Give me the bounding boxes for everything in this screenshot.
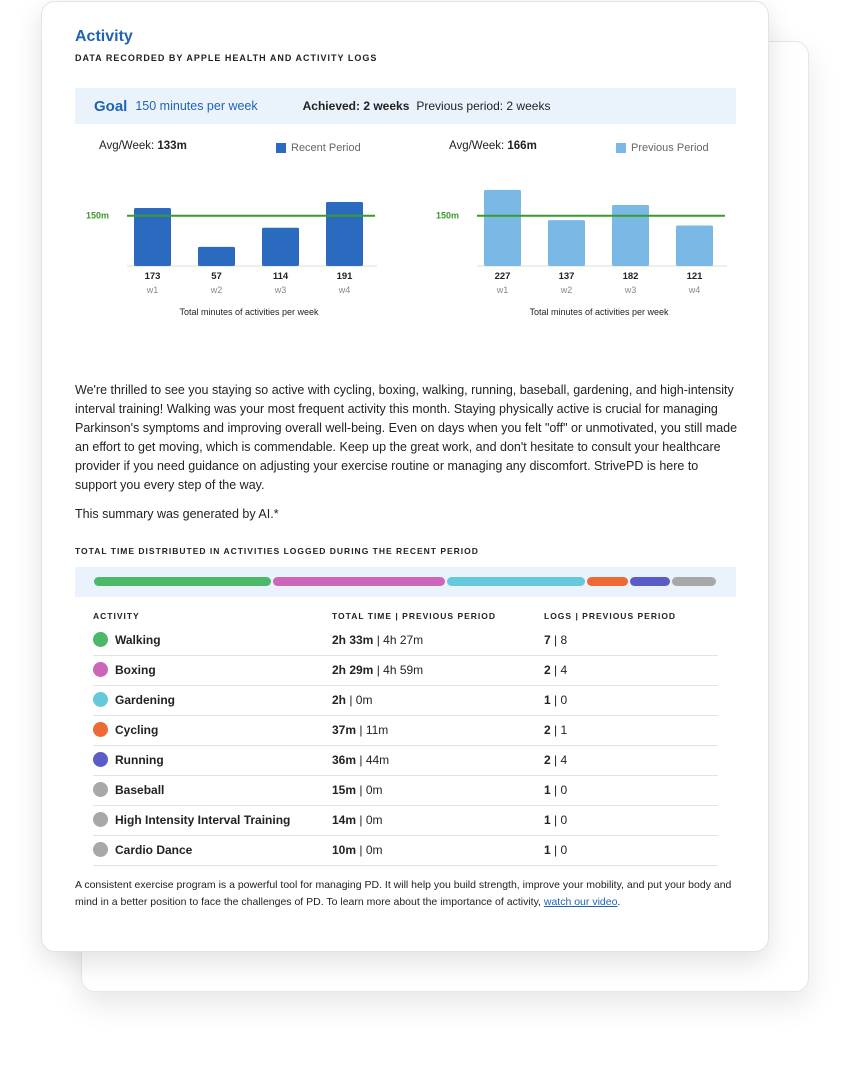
time-recent: 37m <box>332 723 357 737</box>
activity-color-dot <box>93 812 108 827</box>
table-row <box>93 655 718 686</box>
activity-name-running: Running <box>115 753 164 767</box>
logs-previous: | 4 <box>550 753 568 767</box>
previous-legend <box>616 142 709 154</box>
goal-achieved: Achieved: 2 weeks <box>302 99 410 113</box>
activity-logs <box>544 843 567 857</box>
logs-recent: 1 <box>544 693 551 707</box>
chart-bar-w2 <box>198 247 235 266</box>
chart-category-label: w4 <box>338 285 351 295</box>
logs-recent: 2 <box>544 663 551 677</box>
activity-logs <box>544 783 567 797</box>
recent-legend-label: Recent Period <box>291 142 361 154</box>
goal-bar <box>75 88 736 124</box>
footer-end: . <box>617 896 621 908</box>
section-title: Activity <box>75 28 133 45</box>
chart-x-label: Total minutes of activities per week <box>529 307 669 317</box>
activity-time <box>332 783 383 797</box>
chart-bar-w4 <box>326 202 363 266</box>
activity-time <box>332 663 423 677</box>
chart-value-label: 173 <box>144 271 161 282</box>
chart-category-label: w4 <box>688 285 701 295</box>
chart-category-label: w1 <box>496 285 509 295</box>
time-recent: 2h <box>332 693 347 707</box>
logs-previous: | 0 <box>550 783 568 797</box>
table-row <box>93 775 718 806</box>
activity-time <box>332 633 423 647</box>
activity-name-high-intensity-interval-training: High Intensity Interval Training <box>115 813 291 827</box>
time-previous: | 0m <box>356 843 383 857</box>
chart-category-label: w2 <box>560 285 573 295</box>
logs-recent: 2 <box>544 723 551 737</box>
time-previous: | 4h 27m <box>373 633 424 647</box>
activity-color-dot <box>93 842 108 857</box>
distribution-segment-running <box>630 577 670 586</box>
chart-x-label: Total minutes of activities per week <box>179 307 319 317</box>
activity-card <box>41 1 769 952</box>
activity-color-dot <box>93 782 108 797</box>
table-row <box>93 715 718 746</box>
previous-period-chart <box>432 172 732 322</box>
activity-time <box>332 723 388 737</box>
chart-value-label: 121 <box>686 271 703 282</box>
activity-time <box>332 843 383 857</box>
recent-avg-value: 133m <box>157 140 187 152</box>
chart-bar-w4 <box>676 225 713 266</box>
goal-value: 150 minutes per week <box>135 99 258 113</box>
distribution-segment-other <box>672 577 716 586</box>
time-previous: | 4h 59m <box>373 663 424 677</box>
table-row <box>93 625 718 656</box>
ai-note: This summary was generated by AI.* <box>75 507 279 521</box>
column-header-logs: LOGS | PREVIOUS PERIOD <box>544 611 677 621</box>
logs-previous: | 0 <box>550 813 568 827</box>
chart-value-label: 137 <box>558 271 575 282</box>
chart-value-label: 227 <box>494 271 511 282</box>
activity-name-walking: Walking <box>115 633 161 647</box>
chart-value-label: 191 <box>336 271 353 282</box>
activity-logs <box>544 693 567 707</box>
chart-value-label: 57 <box>211 271 222 282</box>
time-recent: 10m <box>332 843 357 857</box>
recent-period-chart <box>82 172 382 322</box>
ai-summary: We're thrilled to see you staying so active with cycling, boxing, walking, running, baseball, gardening, and high-intensity interval training! Walking was your most frequent activity this month. Staying physically active is crucial for managing Parkinson's symptoms and improving overall well-being. Even on days when you felt "off" or unmotivated, you still made an effort to get moving, which is commendable. Keep up the great work, and don't hesitate to consult your healthcare provider if you need guidance on adjusting your exercise routine or managing any discomfort. StrivePD is here to support you every step of the way. <box>75 383 738 492</box>
distribution-bar <box>75 567 736 597</box>
goal-line-label: 150m <box>86 210 110 221</box>
logs-recent: 1 <box>544 783 551 797</box>
logs-recent: 1 <box>544 813 551 827</box>
activity-time <box>332 813 383 827</box>
logs-recent: 7 <box>544 633 551 647</box>
goal-line-label: 150m <box>436 210 460 221</box>
previous-avg-label: Avg/Week: <box>449 140 505 152</box>
time-recent: 36m <box>332 753 357 767</box>
distribution-segment-walking <box>94 577 271 586</box>
distribution-segment-cycling <box>587 577 628 586</box>
chart-category-label: w2 <box>210 285 223 295</box>
activity-color-dot <box>93 722 108 737</box>
time-recent: 15m <box>332 783 357 797</box>
previous-avg <box>449 140 537 152</box>
activity-name-boxing: Boxing <box>115 663 156 677</box>
goal-label: Goal <box>94 97 128 115</box>
logs-recent: 2 <box>544 753 551 767</box>
table-row <box>93 685 718 716</box>
chart-category-label: w1 <box>146 285 159 295</box>
recent-avg <box>99 140 187 152</box>
activity-time <box>332 753 389 767</box>
time-previous: | 11m <box>356 723 389 737</box>
recent-legend <box>276 142 361 154</box>
time-previous: | 0m <box>346 693 373 707</box>
distribution-title: TOTAL TIME DISTRIBUTED IN ACTIVITIES LOGGED DURING THE RECENT PERIOD <box>75 546 479 556</box>
chart-bar-w1 <box>484 190 521 266</box>
activity-logs <box>544 723 567 737</box>
logs-previous: | 1 <box>550 723 568 737</box>
activity-name-cycling: Cycling <box>115 723 159 737</box>
activity-logs <box>544 813 567 827</box>
watch-video-link[interactable]: watch our video <box>543 896 618 908</box>
distribution-segment-gardening <box>447 577 585 586</box>
footer-note <box>75 877 745 911</box>
table-row <box>93 805 718 836</box>
column-header-total-time: TOTAL TIME | PREVIOUS PERIOD <box>332 611 497 621</box>
previous-avg-value: 166m <box>507 140 537 152</box>
distribution-track <box>94 567 718 597</box>
chart-bar-w2 <box>548 220 585 266</box>
section-subtitle: DATA RECORDED BY APPLE HEALTH AND ACTIVITY LOGS <box>75 53 378 63</box>
activity-name-baseball: Baseball <box>115 783 165 797</box>
logs-recent: 1 <box>544 843 551 857</box>
activity-color-dot <box>93 752 108 767</box>
activity-color-dot <box>93 662 108 677</box>
previous-legend-swatch <box>616 143 626 153</box>
distribution-segment-boxing <box>273 577 445 586</box>
chart-category-label: w3 <box>274 285 287 295</box>
activity-logs <box>544 633 567 647</box>
activity-color-dot <box>93 632 108 647</box>
logs-previous: | 0 <box>550 693 568 707</box>
time-previous: | 0m <box>356 783 383 797</box>
table-row <box>93 745 718 776</box>
time-recent: 14m <box>332 813 357 827</box>
activity-name-cardio-dance: Cardio Dance <box>115 843 193 857</box>
chart-bar-w3 <box>262 228 299 266</box>
time-previous: | 0m <box>356 813 383 827</box>
activity-logs <box>544 663 567 677</box>
activity-name-gardening: Gardening <box>115 693 176 707</box>
chart-bar-w3 <box>612 205 649 266</box>
chart-value-label: 114 <box>272 271 289 282</box>
activity-logs <box>544 753 567 767</box>
footer-text: A consistent exercise program is a powerful tool for managing PD. It will help you build strength, improve your mobility, and put your body and mind in a better position to face the challenges of PD. To learn more about the importance of activity, <box>75 879 732 908</box>
goal-previous: Previous period: 2 weeks <box>416 99 551 113</box>
activity-time <box>332 693 372 707</box>
table-row <box>93 835 718 866</box>
chart-category-label: w3 <box>624 285 637 295</box>
time-previous: | 44m <box>356 753 390 767</box>
column-header-activity: ACTIVITY <box>93 611 140 621</box>
logs-previous: | 4 <box>550 663 568 677</box>
logs-previous: | 0 <box>550 843 568 857</box>
time-recent: 2h 33m <box>332 633 374 647</box>
time-recent: 2h 29m <box>332 663 374 677</box>
recent-legend-swatch <box>276 143 286 153</box>
chart-value-label: 182 <box>622 271 639 282</box>
recent-avg-label: Avg/Week: <box>99 140 155 152</box>
activity-color-dot <box>93 692 108 707</box>
logs-previous: | 8 <box>550 633 568 647</box>
previous-legend-label: Previous Period <box>631 142 709 154</box>
